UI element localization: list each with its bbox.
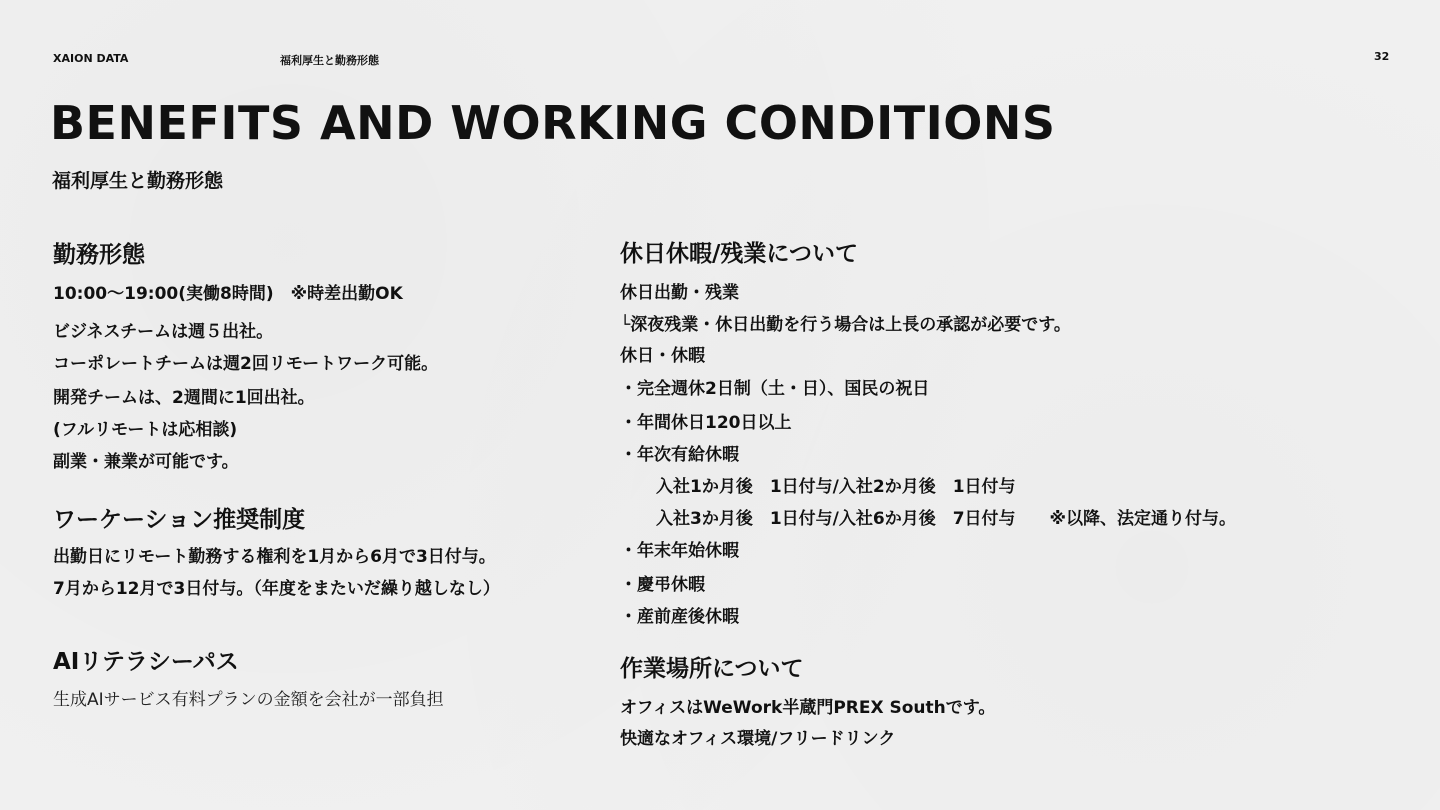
brand-name: XAION DATA	[53, 52, 129, 65]
workplace-heading: 作業場所について	[620, 656, 804, 682]
holidays-line: ・産前産後休暇	[620, 607, 739, 627]
workation-line: 7月から12月で3日付与。（年度をまたいだ繰り越しなし）	[53, 579, 500, 599]
workation-line: 出勤日にリモート勤務する権利を1月から6月で3日付与。	[53, 547, 496, 567]
work-style-line: 10:00〜19:00(実働8時間) ※時差出勤OK	[53, 284, 403, 304]
holidays-line: ・完全週休2日制（土・日）、国民の祝日	[620, 379, 930, 399]
section-label: 福利厚生と勤務形態	[280, 54, 379, 67]
page-subtitle: 福利厚生と勤務形態	[52, 170, 224, 192]
holidays-line: 休日出勤・残業	[620, 283, 739, 303]
holidays-line: 入社1か月後 1日付与/入社2か月後 1日付与	[656, 477, 1016, 497]
workation-heading: ワーケーション推奨制度	[53, 507, 306, 533]
workplace-line: 快適なオフィス環境/フリードリンク	[620, 729, 896, 749]
holidays-line: 入社3か月後 1日付与/入社6か月後 7日付与 ※以降、法定通り付与。	[656, 509, 1237, 529]
holidays-line: 休日・休暇	[620, 346, 705, 366]
workplace-line: オフィスはWeWork半蔵門PREX Southです。	[620, 698, 996, 718]
page-title: BENEFITS AND WORKING CONDITIONS	[50, 96, 1056, 150]
work-style-line: コーポレートチームは週2回リモートワーク可能。	[53, 354, 439, 374]
work-style-line: (フルリモートは応相談)	[53, 420, 238, 440]
page-number: 32	[1374, 50, 1390, 63]
ai-literacy-line: 生成AIサービス有料プランの金額を会社が一部負担	[53, 690, 444, 710]
holidays-line: ・年間休日120日以上	[620, 413, 792, 433]
holidays-line: └深夜残業・休日出勤を行う場合は上長の承認が必要です。	[620, 315, 1071, 335]
work-style-line: 副業・兼業が可能です。	[53, 452, 239, 472]
holidays-line: ・年次有給休暇	[620, 445, 739, 465]
holidays-heading: 休日休暇/残業について	[620, 241, 858, 267]
ai-literacy-heading: AIリテラシーパス	[53, 649, 239, 675]
work-style-heading: 勤務形態	[53, 242, 145, 268]
holidays-line: ・慶弔休暇	[620, 575, 705, 595]
holidays-line: ・年末年始休暇	[620, 541, 739, 561]
work-style-line: 開発チームは、2週間に1回出社。	[53, 388, 315, 408]
work-style-line: ビジネスチームは週５出社。	[53, 322, 274, 342]
